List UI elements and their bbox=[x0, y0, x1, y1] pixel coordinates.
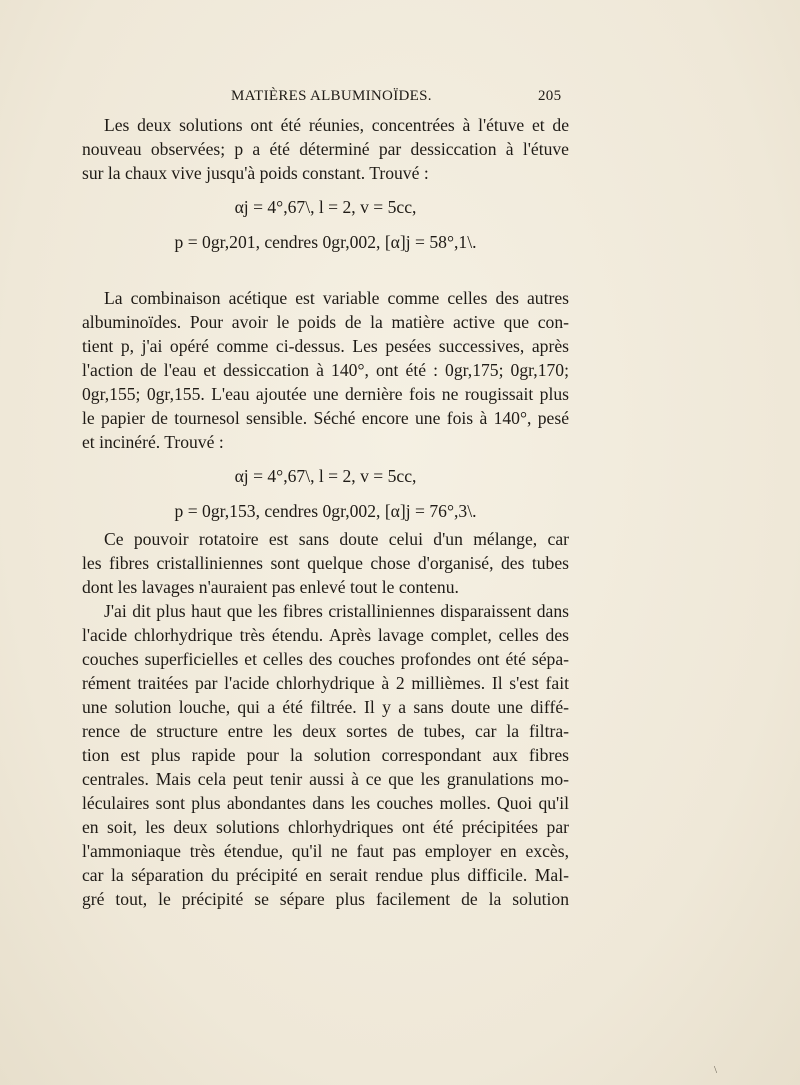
text-line: tient p, j'ai opéré comme ci-dessus. Les pesées successives, après bbox=[82, 336, 569, 356]
text-line: La combinaison acétique est variable comme celles des autres bbox=[104, 288, 569, 308]
text-line: sur la chaux vive jusqu'à poids constant. Trouvé : bbox=[82, 163, 429, 183]
text-line: l'acide chlorhydrique très étendu. Après lavage complet, celles des bbox=[82, 625, 569, 645]
text-line: Ce pouvoir rotatoire est sans doute celui d'un mélange, car bbox=[104, 529, 569, 549]
text-line: gré tout, le précipité se sépare plus facilement de la solution bbox=[82, 889, 569, 909]
text-line: léculaires sont plus abondantes dans les couches molles. Quoi qu'il bbox=[82, 793, 569, 813]
text-line: l'ammoniaque très étendue, qu'il ne faut pas employer en excès, bbox=[82, 841, 569, 861]
equation-line: αj = 4°,67\, l = 2, v = 5cc, bbox=[234, 197, 417, 217]
printer-mark: \ bbox=[714, 1064, 718, 1076]
text-line: car la séparation du précipité en serait rendue plus difficile. Mal- bbox=[82, 865, 569, 885]
text-line: 0gr,155; 0gr,155. L'eau ajoutée une dernière fois ne rougissait plus bbox=[82, 384, 569, 404]
page-number: 205 bbox=[538, 88, 562, 104]
text-line: le papier de tournesol sensible. Séché encore une fois à 140°, pesé bbox=[82, 408, 569, 428]
text-line: une solution louche, qui a été filtrée. Il y a sans doute une diffé- bbox=[82, 697, 569, 717]
running-head: MATIÈRES ALBUMINOÏDES. bbox=[231, 88, 432, 104]
equation-line: p = 0gr,153, cendres 0gr,002, [α]j = 76°,3\. bbox=[174, 501, 477, 521]
text-line: Les deux solutions ont été réunies, concentrées à l'étuve et de bbox=[104, 115, 569, 135]
text-line: rément traitées par l'acide chlorhydrique à 2 millièmes. Il s'est fait bbox=[82, 673, 569, 693]
equation-line: αj = 4°,67\, l = 2, v = 5cc, bbox=[234, 466, 417, 486]
text-line: les fibres cristalliniennes sont quelque chose d'organisé, des tubes bbox=[82, 553, 569, 573]
text-line: couches superficielles et celles des couches profondes ont été sépa- bbox=[82, 649, 569, 669]
text-line: centrales. Mais cela peut tenir aussi à ce que les granulations mo- bbox=[82, 769, 569, 789]
text-line: tion est plus rapide pour la solution correspondant aux fibres bbox=[82, 745, 569, 765]
text-line: rence de structure entre les deux sortes de tubes, car la filtra- bbox=[82, 721, 569, 741]
text-line: nouveau observées; p a été déterminé par dessiccation à l'étuve bbox=[82, 139, 569, 159]
text-line: en soit, les deux solutions chlorhydriques ont été précipitées par bbox=[82, 817, 569, 837]
text-line: albuminoïdes. Pour avoir le poids de la matière active que con- bbox=[82, 312, 569, 332]
text-line: l'action de l'eau et dessiccation à 140°, ont été : 0gr,175; 0gr,170; bbox=[82, 360, 569, 380]
text-line: J'ai dit plus haut que les fibres cristalliniennes disparaissent dans bbox=[104, 601, 569, 621]
text-line: et incinéré. Trouvé : bbox=[82, 432, 224, 452]
text-line: dont les lavages n'auraient pas enlevé tout le contenu. bbox=[82, 577, 459, 597]
equation-line: p = 0gr,201, cendres 0gr,002, [α]j = 58°,1\. bbox=[174, 232, 477, 252]
